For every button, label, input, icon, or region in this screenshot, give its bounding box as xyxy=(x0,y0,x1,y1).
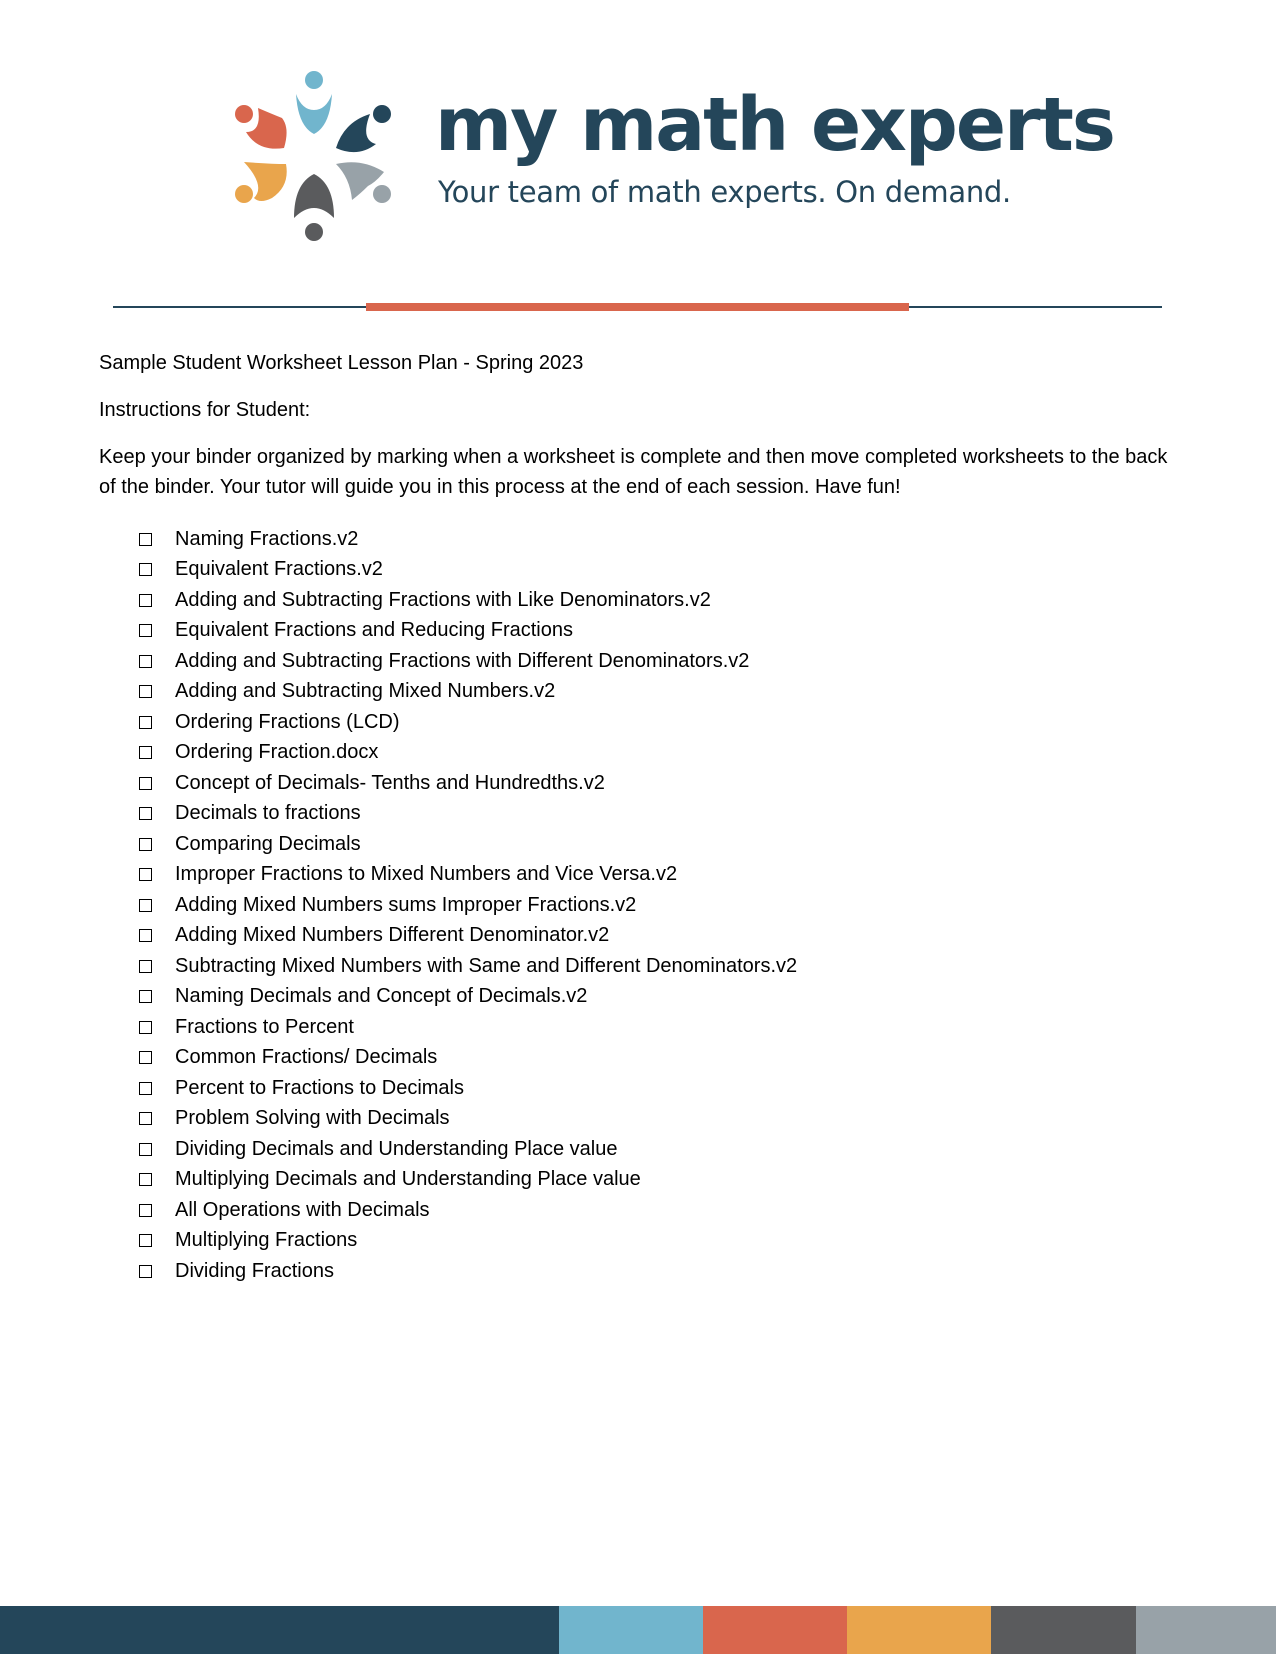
checklist-item-label: Equivalent Fractions and Reducing Fractions xyxy=(175,619,573,642)
people-circle-logo-icon xyxy=(232,66,402,246)
checklist-item[interactable] xyxy=(139,646,797,677)
checklist-item-label: Dividing Fractions xyxy=(175,1259,334,1282)
checklist-item[interactable] xyxy=(139,799,797,830)
checklist-item-label: All Operations with Decimals xyxy=(175,1198,430,1221)
checkbox-icon[interactable] xyxy=(139,868,152,881)
footer-color-segment xyxy=(559,1606,703,1654)
checkbox-icon[interactable] xyxy=(139,807,152,820)
checklist-item-label: Common Fractions/ Decimals xyxy=(175,1046,438,1069)
checklist-item-label: Ordering Fractions (LCD) xyxy=(175,710,400,733)
checkbox-icon[interactable] xyxy=(139,899,152,912)
checklist-item[interactable] xyxy=(139,1165,797,1196)
footer-color-segment xyxy=(1136,1606,1276,1654)
checklist-item-label: Adding and Subtracting Fractions with Different Denominators.v2 xyxy=(175,649,750,672)
checklist-item-label: Adding Mixed Numbers sums Improper Fractions.v2 xyxy=(175,893,637,916)
checklist-item[interactable] xyxy=(139,1195,797,1226)
checklist-item-label: Dividing Decimals and Understanding Place value xyxy=(175,1137,618,1160)
brand-wordmark: my math experts xyxy=(435,82,1114,168)
checklist-item-label: Comparing Decimals xyxy=(175,832,361,855)
checkbox-icon[interactable] xyxy=(139,624,152,637)
checklist-item[interactable] xyxy=(139,890,797,921)
checklist-item-label: Equivalent Fractions.v2 xyxy=(175,558,383,581)
checklist-item[interactable] xyxy=(139,921,797,952)
footer-color-segment xyxy=(0,1606,559,1654)
checklist-item[interactable] xyxy=(139,585,797,616)
checklist-item[interactable] xyxy=(139,1012,797,1043)
checkbox-icon[interactable] xyxy=(139,990,152,1003)
checkbox-icon[interactable] xyxy=(139,594,152,607)
checklist-item-label: Adding Mixed Numbers Different Denominator.v2 xyxy=(175,924,610,947)
footer-color-bar xyxy=(0,1606,1276,1654)
checkbox-icon[interactable] xyxy=(139,777,152,790)
checklist-item[interactable] xyxy=(139,677,797,708)
checkbox-icon[interactable] xyxy=(139,746,152,759)
checklist-item[interactable] xyxy=(139,951,797,982)
instructions-body: Keep your binder organized by marking when a worksheet is complete and then move completed worksheets to the back of the binder. Your tutor will guide you in this process at the end of each session. Have fun! xyxy=(99,446,1168,498)
checklist-item-label: Improper Fractions to Mixed Numbers and Vice Versa.v2 xyxy=(175,863,678,886)
checklist-item-label: Decimals to fractions xyxy=(175,802,361,825)
checklist-item[interactable] xyxy=(139,768,797,799)
checklist-item[interactable] xyxy=(139,555,797,586)
checklist-item[interactable] xyxy=(139,860,797,891)
checklist-item-label: Naming Decimals and Concept of Decimals.v2 xyxy=(175,985,588,1008)
checklist-item[interactable] xyxy=(139,1073,797,1104)
checklist-item-label: Fractions to Percent xyxy=(175,1015,354,1038)
checkbox-icon[interactable] xyxy=(139,655,152,668)
document-title: Sample Student Worksheet Lesson Plan - Spring 2023 xyxy=(99,352,584,374)
checkbox-icon[interactable] xyxy=(139,685,152,698)
checklist-item[interactable] xyxy=(139,1256,797,1287)
checklist-item[interactable] xyxy=(139,524,797,555)
header-logo xyxy=(232,66,1114,246)
checklist-item[interactable] xyxy=(139,738,797,769)
checklist-item-label: Ordering Fraction.docx xyxy=(175,741,379,764)
checkbox-icon[interactable] xyxy=(139,929,152,942)
checklist-item[interactable] xyxy=(139,1226,797,1257)
checklist-item-label: Adding and Subtracting Fractions with Like Denominators.v2 xyxy=(175,588,711,611)
checkbox-icon[interactable] xyxy=(139,533,152,546)
checklist-item[interactable] xyxy=(139,829,797,860)
checklist-item-label: Concept of Decimals- Tenths and Hundredths.v2 xyxy=(175,771,605,794)
checklist-item[interactable] xyxy=(139,982,797,1013)
checklist-item[interactable] xyxy=(139,1104,797,1135)
checkbox-icon[interactable] xyxy=(139,960,152,973)
checkbox-icon[interactable] xyxy=(139,1051,152,1064)
checklist-item[interactable] xyxy=(139,707,797,738)
checklist-item-label: Problem Solving with Decimals xyxy=(175,1107,450,1130)
checkbox-icon[interactable] xyxy=(139,1173,152,1186)
footer-color-segment xyxy=(847,1606,991,1654)
checkbox-icon[interactable] xyxy=(139,1021,152,1034)
checkbox-icon[interactable] xyxy=(139,1143,152,1156)
checklist-item-label: Naming Fractions.v2 xyxy=(175,527,359,550)
footer-color-segment xyxy=(991,1606,1135,1654)
checkbox-icon[interactable] xyxy=(139,838,152,851)
checkbox-icon[interactable] xyxy=(139,716,152,729)
checklist-item[interactable] xyxy=(139,1043,797,1074)
checklist-item[interactable] xyxy=(139,1134,797,1165)
checkbox-icon[interactable] xyxy=(139,563,152,576)
checklist-item-label: Multiplying Fractions xyxy=(175,1229,358,1252)
checklist-item[interactable] xyxy=(139,616,797,647)
checkbox-icon[interactable] xyxy=(139,1204,152,1217)
worksheet-checklist xyxy=(139,524,797,1287)
checkbox-icon[interactable] xyxy=(139,1082,152,1095)
checklist-item-label: Subtracting Mixed Numbers with Same and Different Denominators.v2 xyxy=(175,954,798,977)
checklist-item-label: Percent to Fractions to Decimals xyxy=(175,1076,464,1099)
instructions-heading: Instructions for Student: xyxy=(99,399,311,421)
header-divider-accent xyxy=(366,303,909,311)
checklist-item-label: Adding and Subtracting Mixed Numbers.v2 xyxy=(175,680,556,703)
brand-tagline: Your team of math experts. On demand. xyxy=(438,175,1011,209)
checkbox-icon[interactable] xyxy=(139,1234,152,1247)
checkbox-icon[interactable] xyxy=(139,1265,152,1278)
checkbox-icon[interactable] xyxy=(139,1112,152,1125)
footer-color-segment xyxy=(703,1606,847,1654)
checklist-item-label: Multiplying Decimals and Understanding Place value xyxy=(175,1168,641,1191)
